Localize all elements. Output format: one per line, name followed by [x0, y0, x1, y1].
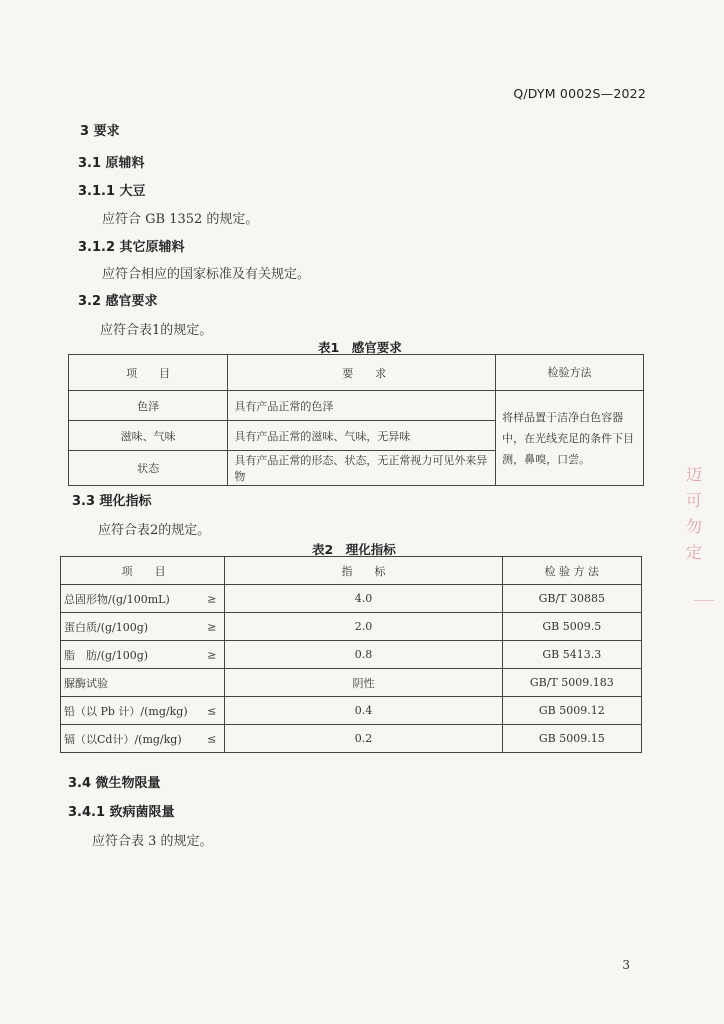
- table1-caption: 表1 感官要求: [318, 340, 402, 355]
- section-3-4-1-heading: 3.4.1 致病菌限量: [68, 805, 175, 820]
- physicochemical-table: [60, 556, 642, 753]
- table-header-cell: 项 目: [69, 355, 228, 391]
- table2-caption: 表2 理化指标: [312, 542, 396, 557]
- table-cell-item: 色泽: [69, 391, 228, 421]
- table-cell-method: 将样品置于洁净白色容器中，在光线充足的条件下目测，鼻嗅，口尝。: [496, 391, 644, 486]
- table-cell-method: GB/T 5009.183: [502, 669, 641, 697]
- table-cell-requirement: 具有产品正常的滋味、气味，无异味: [228, 421, 496, 451]
- table-cell-method: GB 5009.15: [502, 725, 641, 753]
- comparator-symbol: ≥: [207, 592, 217, 605]
- table-cell-value: 0.8: [225, 641, 502, 669]
- section-3-3-heading: 3.3 理化指标: [72, 494, 152, 509]
- document-code: Q/DYM 0002S—2022: [513, 86, 646, 101]
- section-3-3-text: 应符合表2的规定。: [98, 523, 211, 538]
- table-cell-item: 铅（以 Pb 计）/(mg/kg): [64, 704, 188, 718]
- table-cell-value: 阴性: [225, 669, 502, 697]
- section-3-4-heading: 3.4 微生物限量: [68, 776, 161, 791]
- table-header-cell: 指 标: [225, 557, 502, 585]
- table-cell-value: 4.0: [225, 585, 502, 613]
- table-header-row: [61, 557, 642, 585]
- section-3-4-1-text: 应符合表 3 的规定。: [92, 834, 213, 849]
- comparator-symbol: ≥: [207, 648, 217, 661]
- table-cell-item: 滋味、气味: [69, 421, 228, 451]
- table-cell-method: GB/T 30885: [502, 585, 641, 613]
- comparator-symbol: ≤: [207, 704, 217, 717]
- section-3-2-heading: 3.2 感官要求: [78, 294, 158, 309]
- comparator-symbol: ≥: [207, 620, 217, 633]
- table-header-row: [69, 355, 644, 391]
- table-cell-value: 0.2: [225, 725, 502, 753]
- sensory-requirements-table: [68, 354, 644, 486]
- table-cell-value: 0.4: [225, 697, 502, 725]
- section-3-1-2-text: 应符合相应的国家标准及有关规定。: [102, 267, 311, 282]
- section-3-heading: 3 要求: [80, 124, 120, 139]
- table-cell-method: GB 5413.3: [502, 641, 641, 669]
- table-header-cell: 要 求: [228, 355, 496, 391]
- table-row: [61, 613, 642, 641]
- table-header-cell: 项 目: [61, 557, 225, 585]
- table-header-cell: 检验方法: [496, 355, 644, 391]
- table-cell-item: 镉（以Cd计）/(mg/kg): [64, 732, 182, 746]
- section-3-1-heading: 3.1 原辅料: [78, 156, 145, 171]
- section-3-1-1-heading: 3.1.1 大豆: [78, 184, 146, 199]
- table-cell-value: 2.0: [225, 613, 502, 641]
- seal-stamp: 迈 可 勿 定: [686, 465, 703, 562]
- table-cell-method: GB 5009.12: [502, 697, 641, 725]
- table-row: [69, 391, 644, 421]
- table-row: [61, 641, 642, 669]
- table-row: [61, 697, 642, 725]
- section-3-1-1-text: 应符合 GB 1352 的规定。: [102, 212, 259, 227]
- table-header-cell: 检 验 方 法: [502, 557, 641, 585]
- table-cell-item: 脲酶试验: [64, 676, 108, 690]
- table-cell-requirement: 具有产品正常的色泽: [228, 391, 496, 421]
- table-row: [61, 725, 642, 753]
- page-number: 3: [622, 958, 630, 972]
- table-row: [61, 669, 642, 697]
- table-cell-item: 脂 肪/(g/100g): [64, 648, 149, 662]
- comparator-symbol: ≤: [207, 732, 217, 745]
- table-cell-requirement: 具有产品正常的形态、状态，无正常视力可见外来异物: [228, 451, 496, 486]
- table-cell-item: 总固形物/(g/100mL): [64, 592, 170, 606]
- table-cell-method: GB 5009.5: [502, 613, 641, 641]
- section-3-1-2-heading: 3.1.2 其它原辅料: [78, 240, 185, 255]
- table-cell-item: 蛋白质/(g/100g): [64, 620, 149, 634]
- table-cell-item: 状态: [69, 451, 228, 486]
- table-row: [61, 585, 642, 613]
- stamp-mark: [694, 600, 714, 601]
- section-3-2-text: 应符合表1的规定。: [100, 323, 213, 338]
